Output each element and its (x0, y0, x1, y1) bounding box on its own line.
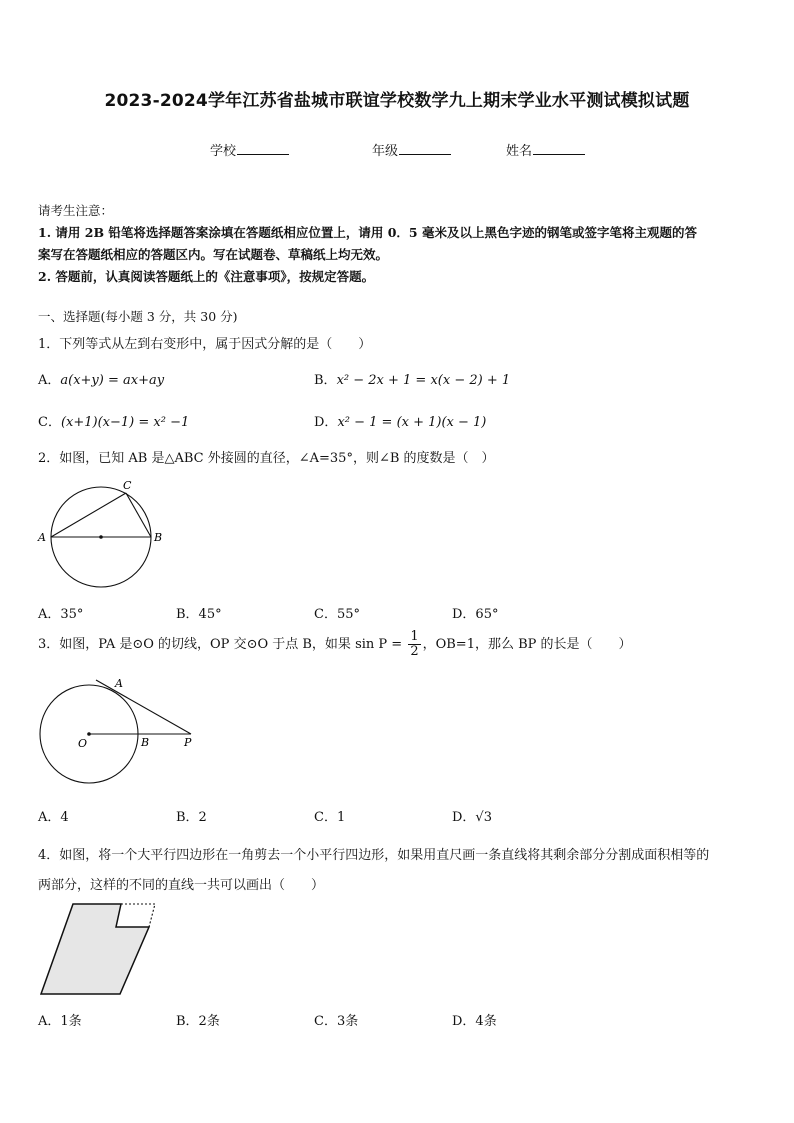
q3-label-o: O (78, 737, 88, 750)
q1-b-label: B． (314, 373, 337, 388)
name-field[interactable] (506, 140, 585, 159)
q3-tangent-figure (34, 676, 204, 792)
q3-option-c[interactable]: C．1 (314, 810, 346, 825)
q1-a-label: A． (38, 373, 61, 388)
q4-option-c[interactable]: C．3条 (314, 1014, 359, 1029)
q1-c-label: C． (38, 415, 61, 430)
q3-stem-post: ，OB=1，那么 BP 的长是（ ） (422, 637, 632, 652)
q1-d-label: D． (314, 415, 338, 430)
grade-blank (399, 142, 451, 155)
q2-circle-figure (34, 476, 170, 592)
q1-d-expr: x² − 1 = (x + 1)(x − 1) (337, 415, 487, 430)
grade-field[interactable] (372, 140, 451, 159)
q3-label-b: B (141, 736, 150, 749)
q3-fraction (408, 630, 420, 659)
q4-option-a[interactable]: A．1条 (38, 1014, 82, 1029)
q1-option-d[interactable] (314, 411, 486, 430)
q1-option-c[interactable] (38, 411, 189, 430)
q1-stem: 1．下列等式从左到右变形中，属于因式分解的是（ ） (38, 337, 372, 352)
q1-option-a[interactable] (38, 369, 164, 388)
notice-block (38, 200, 758, 288)
q3-stem-pre: 3．如图，PA 是⊙O 的切线，OP 交⊙O 于点 B，如果 sin P = (38, 637, 407, 652)
q2-label-a: A (38, 531, 46, 544)
name-label: 姓名 (506, 144, 533, 159)
q1-option-b[interactable] (314, 369, 510, 388)
q2-option-d[interactable]: D．65° (452, 607, 499, 622)
q2-stem: 2．如图，已知 AB 是△ABC 外接圆的直径，∠A=35°，则∠B 的度数是（ ） (38, 451, 495, 466)
section-heading: 一、选择题(每小题 3 分，共 30 分) (38, 309, 238, 324)
q3-label-a: A (115, 677, 123, 690)
notice-item1-line2: 案写在答题纸相应的答题区内。写在试题卷、草稿纸上均无效。 (38, 247, 389, 262)
notice-item1-line1: 1. 请用 2B 铅笔将选择题答案涂填在答题纸相应位置上，请用 0．5 毫米及以上黑色字迹的钢笔或签字笔将主观题的答 (38, 225, 697, 240)
q3-option-b[interactable]: B．2 (176, 810, 207, 825)
q4-stem-line2: 两部分，这样的不同的直线一共可以画出（ ） (38, 878, 325, 893)
q3-frac-den: 2 (410, 644, 419, 659)
notice-item2: 2. 答题前，认真阅读答题纸上的《注意事项》，按规定答题。 (38, 269, 375, 284)
page-title: 2023-2024学年江苏省盐城市联谊学校数学九上期末学业水平测试模拟试题 (104, 91, 690, 111)
q3-stem (38, 630, 632, 659)
name-blank (533, 142, 585, 155)
q4-option-d[interactable]: D．4条 (452, 1014, 497, 1029)
q2-label-c: C (123, 479, 132, 492)
q2-option-c[interactable]: C．55° (314, 607, 360, 622)
q2-label-b: B (154, 531, 163, 544)
q4-parallelogram-figure (36, 898, 162, 1000)
school-label: 学校 (210, 144, 237, 159)
q3-label-p: P (184, 736, 192, 749)
school-field[interactable] (210, 140, 289, 159)
q3-frac-num: 1 (410, 629, 419, 644)
notice-heading: 请考生注意： (38, 203, 114, 218)
q1-a-expr: a(x+y) = ax+ay (60, 373, 165, 388)
q3-option-d[interactable]: D．√3 (452, 810, 492, 825)
q2-option-b[interactable]: B．45° (176, 607, 222, 622)
q4-stem-line1: 4．如图，将一个大平行四边形在一角剪去一个小平行四边形，如果用直尺画一条直线将其剩余部分分割成面积相等的 (38, 848, 710, 863)
q3-option-a[interactable]: A．4 (38, 810, 69, 825)
q1-c-expr: (x+1)(x−1) = x² −1 (60, 415, 190, 430)
grade-label: 年级 (372, 144, 399, 159)
school-blank (237, 142, 289, 155)
q4-option-b[interactable]: B．2条 (176, 1014, 220, 1029)
q1-b-expr: x² − 2x + 1 = x(x − 2) + 1 (336, 373, 511, 388)
q2-option-a[interactable]: A．35° (38, 607, 84, 622)
